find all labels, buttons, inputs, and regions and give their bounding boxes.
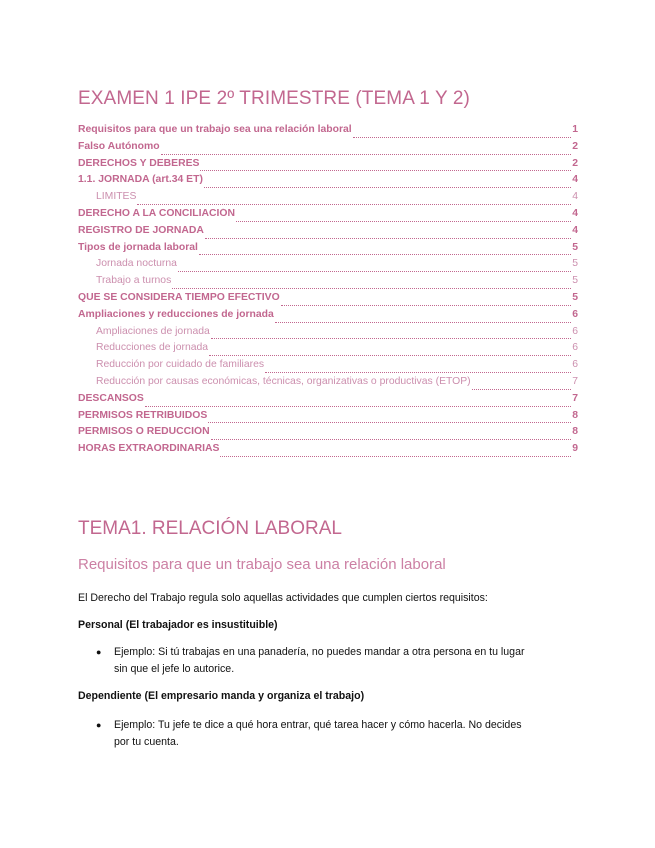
toc-entry-label: Jornada nocturna [96,258,177,270]
toc-leader-dots [353,137,572,138]
toc-leader-dots [211,439,572,440]
toc-entry[interactable] [78,258,578,275]
toc-entry-label: Reducciones de jornada [96,342,209,354]
section-title: TEMA1. RELACIÓN LABORAL [78,518,342,539]
toc-entry-label: Reducción por causas económicas, técnicas, organizativas o productivas (ETOP) [96,375,471,387]
toc-entry-page-number: 4 [572,224,578,236]
toc-entry[interactable] [78,242,578,259]
toc-entry[interactable] [78,443,578,460]
toc-leader-dots [211,338,571,339]
toc-entry[interactable] [78,426,578,443]
toc-entry-page-number: 5 [572,258,578,270]
toc-entry[interactable] [78,124,578,141]
toc-leader-dots [281,305,572,306]
toc-entry-page-number: 5 [572,275,578,287]
toc-leader-dots [199,254,571,255]
bullet-text-line: sin que el jefe lo autorice. [114,663,235,675]
toc-entry-label: PERMISOS RETRIBUIDOS [78,409,208,421]
toc-entry-page-number: 4 [572,174,578,186]
toc-entry-page-number: 6 [572,342,578,354]
requirement-heading-dependiente: Dependiente (El empresario manda y organiza el trabajo) [78,690,365,702]
toc-leader-dots [178,271,571,272]
bullet-text-line: por tu cuenta. [114,736,179,748]
toc-entry[interactable] [78,376,578,393]
toc-entry-page-number: 8 [572,426,578,438]
toc-entry-label: Ampliaciones de jornada [96,325,210,337]
toc-entry-page-number: 7 [572,392,578,404]
list-item [98,644,578,678]
toc-leader-dots [209,355,571,356]
toc-entry-page-number: 6 [572,325,578,337]
toc-leader-dots [204,187,571,188]
toc-entry[interactable] [78,359,578,376]
list-item [98,717,578,751]
toc-leader-dots [275,322,571,323]
document-title: EXAMEN 1 IPE 2º TRIMESTRE (TEMA 1 Y 2) [78,88,470,109]
toc-entry-label: DERECHO A LA CONCILIACIÓN [78,207,236,219]
toc-entry-page-number: 2 [572,157,578,169]
toc-entry-page-number: 2 [572,140,578,152]
toc-entry-page-number: 9 [572,443,578,455]
toc-entry-label: Falso Autónomo [78,140,160,152]
toc-entry-label: Trabajo a turnos [96,275,172,287]
toc-leader-dots [265,372,571,373]
bullet-text-line: Ejemplo: Tu jefe te dice a qué hora entrar, qué tarea hacer y cómo hacerla. No decides [114,719,522,731]
bullet-icon: ● [96,720,102,730]
toc-entry-label: 1.1. JORNADA (art.34 ET) [78,174,203,186]
toc-entry-label: DERECHOS Y DEBERES [78,157,200,169]
toc-leader-dots [137,204,571,205]
toc-entry[interactable] [78,342,578,359]
toc-leader-dots [220,456,571,457]
requirement-heading-personal: Personal (El trabajador es insustituible) [78,619,278,631]
toc-entry[interactable] [78,208,578,225]
toc-leader-dots [200,170,571,171]
toc-leader-dots [145,406,571,407]
toc-entry[interactable] [78,410,578,427]
toc-leader-dots [161,154,572,155]
toc-entry-page-number: 4 [572,207,578,219]
toc-entry-page-number: 6 [572,359,578,371]
toc-entry-label: LIMITES [96,191,137,203]
toc-entry-label: Tipos de jornada laboral [78,241,198,253]
toc-leader-dots [236,221,571,222]
toc-entry-page-number: 5 [572,291,578,303]
toc-entry[interactable] [78,393,578,410]
toc-entry-label: Requisitos para que un trabajo sea una relación laboral [78,124,352,135]
toc-entry-page-number: 4 [572,191,578,203]
toc-entry[interactable] [78,191,578,208]
toc-entry[interactable] [78,275,578,292]
subsection-title: Requisitos para que un trabajo sea una relación laboral [78,556,446,573]
toc-entry-label: Reducción por cuidado de familiares [96,359,265,371]
toc-entry[interactable] [78,326,578,343]
toc-entry-page-number: 5 [572,241,578,253]
toc-entry-label: HORAS EXTRAORDINARIAS [78,443,220,455]
toc-entry-label: Ampliaciones y reducciones de jornada [78,308,274,320]
toc-entry[interactable] [78,141,578,158]
toc-entry-page-number: 1 [572,124,578,135]
toc-entry-page-number: 8 [572,409,578,421]
toc-entry[interactable] [78,292,578,309]
toc-entry-label: QUE SE CONSIDERA TIEMPO EFECTIVO [78,291,280,303]
toc-entry-label: DESCANSOS [78,392,144,404]
toc-entry-page-number: 7 [572,375,578,387]
toc-leader-dots [472,389,572,390]
toc-leader-dots [205,238,571,239]
intro-paragraph: El Derecho del Trabajo regula solo aquellas actividades que cumplen ciertos requisitos: [78,592,488,604]
toc-entry[interactable] [78,225,578,242]
toc-leader-dots [172,288,571,289]
toc-entry-page-number: 6 [572,308,578,320]
bullet-text-line: Ejemplo: Si tú trabajas en una panadería, no puedes mandar a otra persona en tu lugar [114,646,525,658]
toc-entry[interactable] [78,158,578,175]
toc-entry-label: REGISTRO DE JORNADA [78,224,204,236]
toc-entry[interactable] [78,174,578,191]
toc-entry-label: PERMISOS O REDUCCIÓN [78,426,210,438]
table-of-contents [78,124,578,460]
toc-leader-dots [208,422,571,423]
bullet-icon: ● [96,647,102,657]
toc-entry[interactable] [78,309,578,326]
